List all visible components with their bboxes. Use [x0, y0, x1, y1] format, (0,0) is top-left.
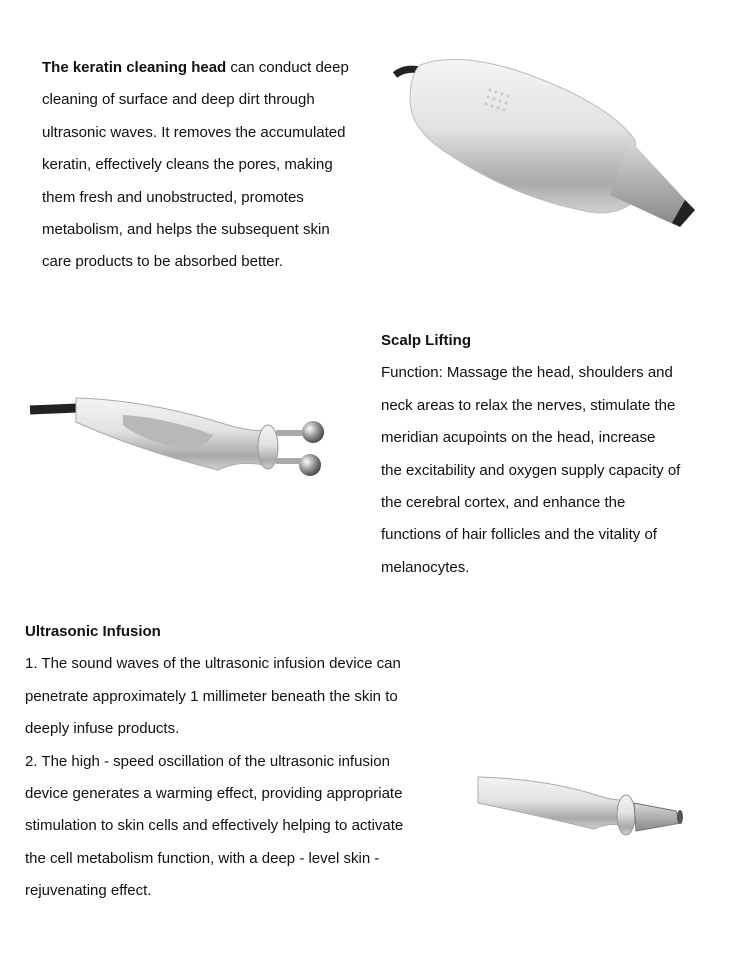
ultrasonic-infusion-description — [25, 616, 403, 908]
text-line: penetrate approximately 1 millimeter beneath the skin to — [25, 687, 398, 705]
text-line: stimulation to skin cells and effectively helping to activate — [25, 817, 404, 835]
ultrasonic-title: Ultrasonic Infusion — [25, 623, 161, 640]
text-line: meridian acupoints on the head, increase — [381, 429, 656, 447]
text-line: rejuvenating effect. — [25, 882, 152, 900]
text-line: melanocytes. — [381, 558, 470, 576]
text-line: the cell metabolism function, with a deep - level skin - — [25, 849, 380, 867]
scalp-lifting-device-image — [28, 380, 338, 525]
text-line: them fresh and unobstructed, promotes — [42, 188, 304, 206]
text-line: the cerebral cortex, and enhance the — [381, 494, 626, 512]
text-line: deeply infuse products. — [25, 720, 180, 738]
text-line: 1. The sound waves of the ultrasonic infusion device can — [25, 655, 401, 673]
text-line: 2. The high - speed oscillation of the ultrasonic infusion — [25, 752, 390, 770]
text-line: Function: Massage the head, shoulders and — [381, 364, 673, 382]
text-line: ultrasonic waves. It removes the accumulated — [42, 123, 346, 141]
scalp-title: Scalp Lifting — [381, 332, 471, 349]
text-line: the excitability and oxygen supply capacity of — [381, 461, 681, 479]
keratin-cleaning-head-image — [390, 45, 700, 235]
ultrasonic-infusion-device-image — [476, 765, 691, 865]
scalp-lifting-description — [381, 325, 680, 584]
text-line: device generates a warming effect, providing appropriate — [25, 785, 403, 803]
text-line: can conduct deep — [226, 59, 349, 76]
text-line: neck areas to relax the nerves, stimulate the — [381, 396, 676, 414]
text-line: care products to be absorbed better. — [42, 253, 283, 271]
text-line: cleaning of surface and deep dirt through — [42, 91, 315, 109]
keratin-description — [42, 52, 349, 279]
text-line: keratin, effectively cleans the pores, making — [42, 156, 333, 174]
keratin-title: The keratin cleaning head — [42, 59, 227, 76]
text-line: functions of hair follicles and the vitality of — [381, 526, 657, 544]
text-line: metabolism, and helps the subsequent skin — [42, 221, 330, 239]
